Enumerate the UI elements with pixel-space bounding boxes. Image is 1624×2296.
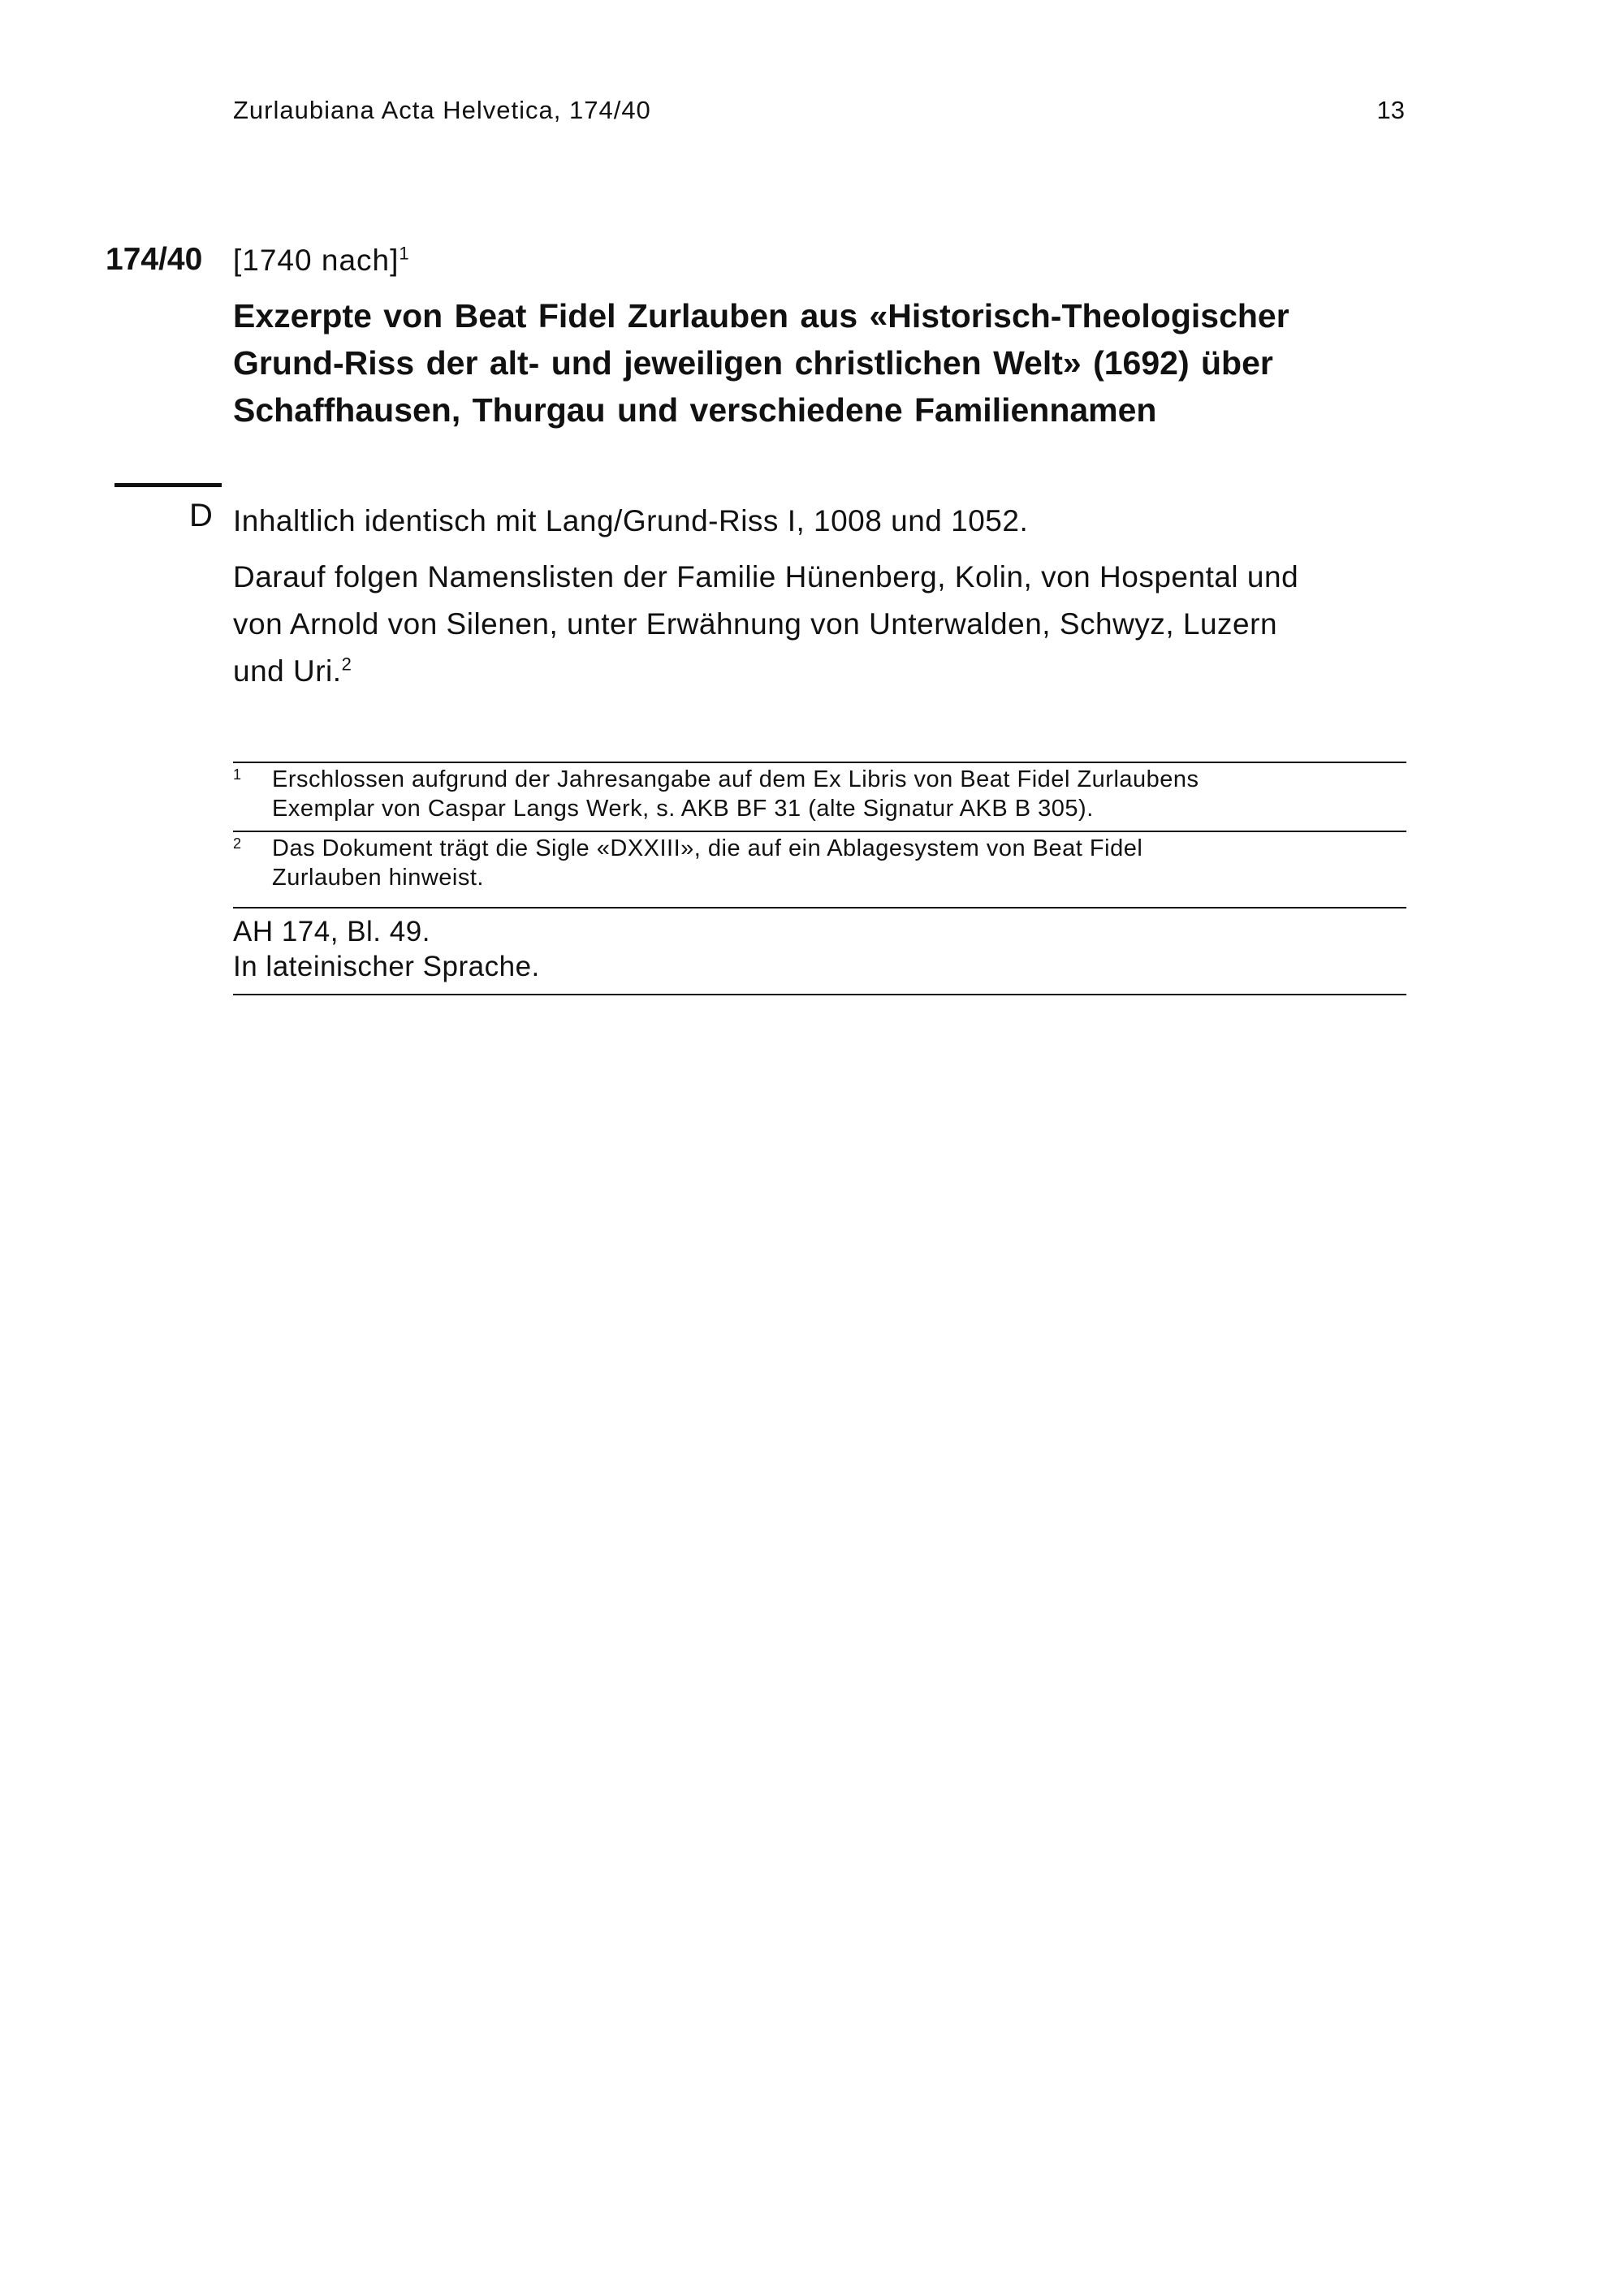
entry-number: 174/40 [106,242,203,277]
content-paragraph [233,554,1402,695]
entry-title [233,292,1402,434]
archive-reference: AH 174, Bl. 49. [233,916,430,947]
content-paragraph: Inhaltlich identisch mit Lang/Grund-Riss I, 1008 und 1052. [233,504,1029,537]
page-number: 13 [1376,96,1405,124]
archive-info [233,914,1406,984]
archive-rule-bottom [233,994,1406,995]
entry-title-line: Exzerpte von Beat Fidel Zurlauben aus «Historisch-Theologischer [233,297,1289,334]
footnote-line: Das Dokument trägt die Sigle «DXXIII», die auf ein Ablagesystem von Beat Fidel [272,835,1143,861]
footnote-line: Exemplar von Caspar Langs Werk, s. AKB BF 31 (alte Signatur AKB B 305). [272,796,1094,822]
entry-title-line: Grund-Riss der alt- und jeweiligen christlichen Welt» (1692) über [233,344,1273,382]
paragraph-line [233,648,1402,695]
paragraph-line: Darauf folgen Namenslisten der Familie Hünenberg, Kolin, von Hospental und [233,560,1299,593]
running-header-title: Zurlaubiana Acta Helvetica, 174/40 [233,96,651,124]
footnote-ref-1: 1 [399,243,410,264]
archive-language: In lateinischer Sprache. [233,951,540,982]
footnote-ref-2: 2 [341,654,352,675]
footnote-text [272,765,1401,823]
archive-rule-top [233,907,1406,908]
footnote-rule [233,831,1406,832]
footnote-line: Erschlossen aufgrund der Jahresangabe auf dem Ex Libris von Beat Fidel Zurlaubens [272,766,1199,792]
footnote-number: 2 [233,835,242,852]
entry-title-line: Schaffhausen, Thurgau und verschiedene Familiennamen [233,391,1157,429]
entry-date [233,244,410,278]
footnote-number: 1 [233,766,242,783]
section-divider [114,483,222,487]
paragraph-line: von Arnold von Silenen, unter Erwähnung von Unterwalden, Schwyz, Luzern [233,607,1278,641]
footnote-line: Zurlauben hinweist. [272,865,484,891]
entry-date-text: [1740 nach] [233,244,400,277]
footnote-text [272,834,1401,892]
section-marker: D [189,498,213,533]
paragraph-line-text: und Uri. [233,654,342,688]
footnote-rule [233,762,1406,763]
